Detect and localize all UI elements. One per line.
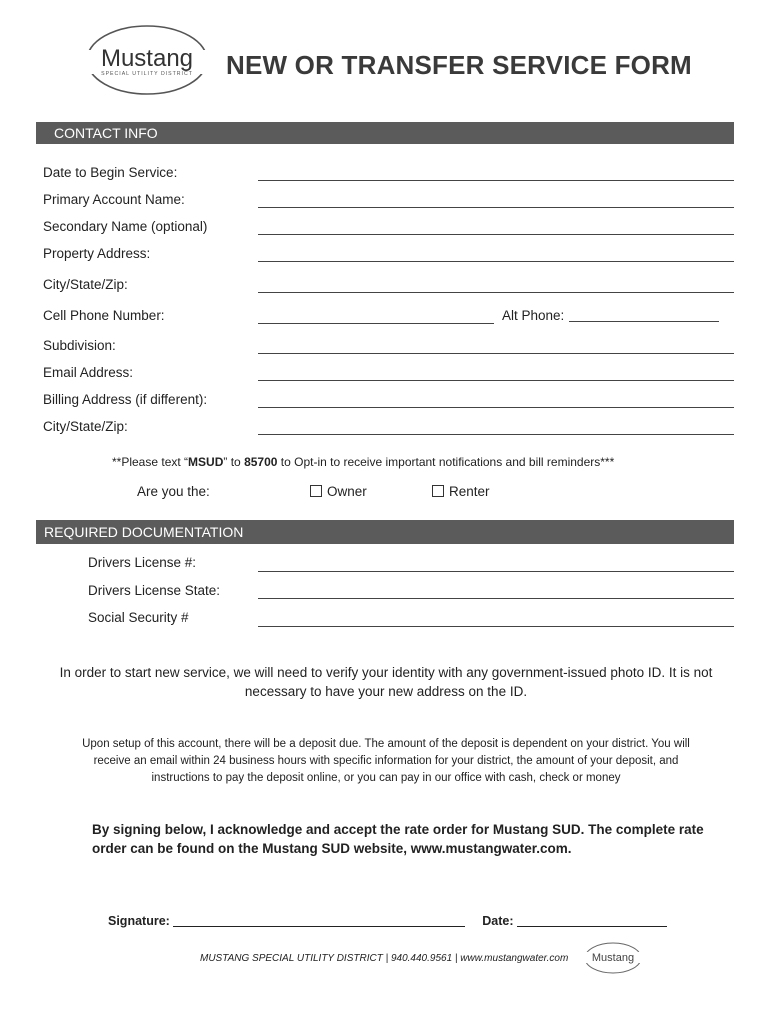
logo-wordmark: Mustang bbox=[100, 45, 194, 72]
deposit-line-2: receive an email within 24 business hours with specific information for your district, the amount of your deposit, and bbox=[93, 755, 679, 767]
social-security-field[interactable] bbox=[258, 626, 734, 627]
deposit-line-3: instructions to pay the deposit online, or you can pay in our office with cash, check or money bbox=[151, 772, 621, 784]
alt-phone-label: Alt Phone: bbox=[502, 308, 565, 323]
mustang-logo bbox=[82, 22, 212, 98]
city-state-zip-field[interactable] bbox=[258, 292, 734, 293]
email-address-field[interactable] bbox=[258, 380, 734, 381]
primary-account-label: Primary Account Name: bbox=[43, 192, 185, 207]
drivers-license-number-label: Drivers License #: bbox=[88, 555, 197, 570]
subdivision-label: Subdivision: bbox=[43, 338, 116, 353]
secondary-name-field[interactable] bbox=[258, 234, 734, 235]
deposit-line-1: Upon setup of this account, there will be a deposit due. The amount of the deposit is dependent on your district. You will bbox=[82, 738, 690, 750]
are-you-label: Are you the: bbox=[137, 484, 210, 499]
optin-code: MSUD bbox=[188, 455, 224, 469]
renter-checkbox[interactable] bbox=[432, 485, 444, 497]
date-begin-label: Date to Begin Service: bbox=[43, 165, 178, 180]
billing-city-state-zip-label: City/State/Zip: bbox=[43, 419, 128, 434]
email-address-label: Email Address: bbox=[43, 365, 134, 380]
contact-info-header bbox=[36, 122, 734, 144]
date-begin-field[interactable] bbox=[258, 180, 734, 181]
footer-logo-wordmark: Mustang bbox=[591, 952, 635, 964]
billing-city-state-zip-field[interactable] bbox=[258, 434, 734, 435]
cell-phone-label: Cell Phone Number: bbox=[43, 308, 165, 323]
page-title: NEW OR TRANSFER SERVICE FORM bbox=[226, 50, 692, 80]
required-documentation-header bbox=[36, 520, 734, 544]
renter-label: Renter bbox=[449, 484, 490, 499]
drivers-license-state-label: Drivers License State: bbox=[88, 583, 221, 598]
required-documentation-heading: REQUIRED DOCUMENTATION bbox=[44, 524, 244, 540]
alt-phone-field[interactable] bbox=[569, 321, 719, 322]
optin-suffix: to Opt-in to receive important notifications and bill reminders*** bbox=[277, 455, 615, 469]
drivers-license-number-field[interactable] bbox=[258, 571, 734, 572]
social-security-label: Social Security # bbox=[88, 610, 189, 625]
identity-paragraph bbox=[36, 663, 736, 701]
signature-row bbox=[108, 914, 667, 928]
owner-checkbox[interactable] bbox=[310, 485, 322, 497]
optin-number: 85700 bbox=[244, 455, 278, 469]
deposit-paragraph bbox=[36, 736, 736, 787]
ack-line-2: order can be found on the Mustang SUD website, www.mustangwater.com. bbox=[92, 841, 572, 856]
optin-prefix: **Please text “ bbox=[112, 455, 189, 469]
identity-line-1: In order to start new service, we will need to verify your identity with any government-issued photo ID. It is not bbox=[59, 665, 713, 680]
identity-line-2: necessary to have your new address on the ID. bbox=[244, 684, 528, 699]
secondary-name-label: Secondary Name (optional) bbox=[43, 219, 208, 234]
mustang-logo-graphic bbox=[82, 22, 212, 98]
billing-address-field[interactable] bbox=[258, 407, 734, 408]
subdivision-field[interactable] bbox=[258, 353, 734, 354]
signature-label: Signature: bbox=[108, 914, 170, 928]
contact-info-heading: CONTACT INFO bbox=[54, 125, 158, 141]
billing-address-label: Billing Address (if different): bbox=[43, 392, 208, 407]
property-address-field[interactable] bbox=[258, 261, 734, 262]
optin-notice bbox=[112, 455, 614, 469]
renter-option[interactable] bbox=[432, 484, 490, 499]
owner-label: Owner bbox=[327, 484, 367, 499]
optin-middle: ” to bbox=[223, 455, 245, 469]
footer-contact: MUSTANG SPECIAL UTILITY DISTRICT | 940.440.9561 | www.mustangwater.com bbox=[200, 953, 569, 964]
logo-subtext: SPECIAL UTILITY DISTRICT bbox=[101, 71, 193, 77]
acknowledgement-paragraph bbox=[92, 820, 712, 858]
city-state-zip-label: City/State/Zip: bbox=[43, 277, 128, 292]
footer-logo-graphic bbox=[582, 940, 644, 976]
signature-date-field[interactable] bbox=[517, 926, 667, 927]
property-address-label: Property Address: bbox=[43, 246, 151, 261]
date-label: Date: bbox=[482, 914, 514, 928]
owner-option[interactable] bbox=[310, 484, 367, 499]
cell-phone-field[interactable] bbox=[258, 323, 494, 324]
footer-logo bbox=[582, 940, 644, 976]
drivers-license-state-field[interactable] bbox=[258, 598, 734, 599]
primary-account-field[interactable] bbox=[258, 207, 734, 208]
signature-field[interactable] bbox=[173, 926, 465, 927]
ack-line-1: By signing below, I acknowledge and accept the rate order for Mustang SUD. The complete rate bbox=[92, 822, 704, 837]
